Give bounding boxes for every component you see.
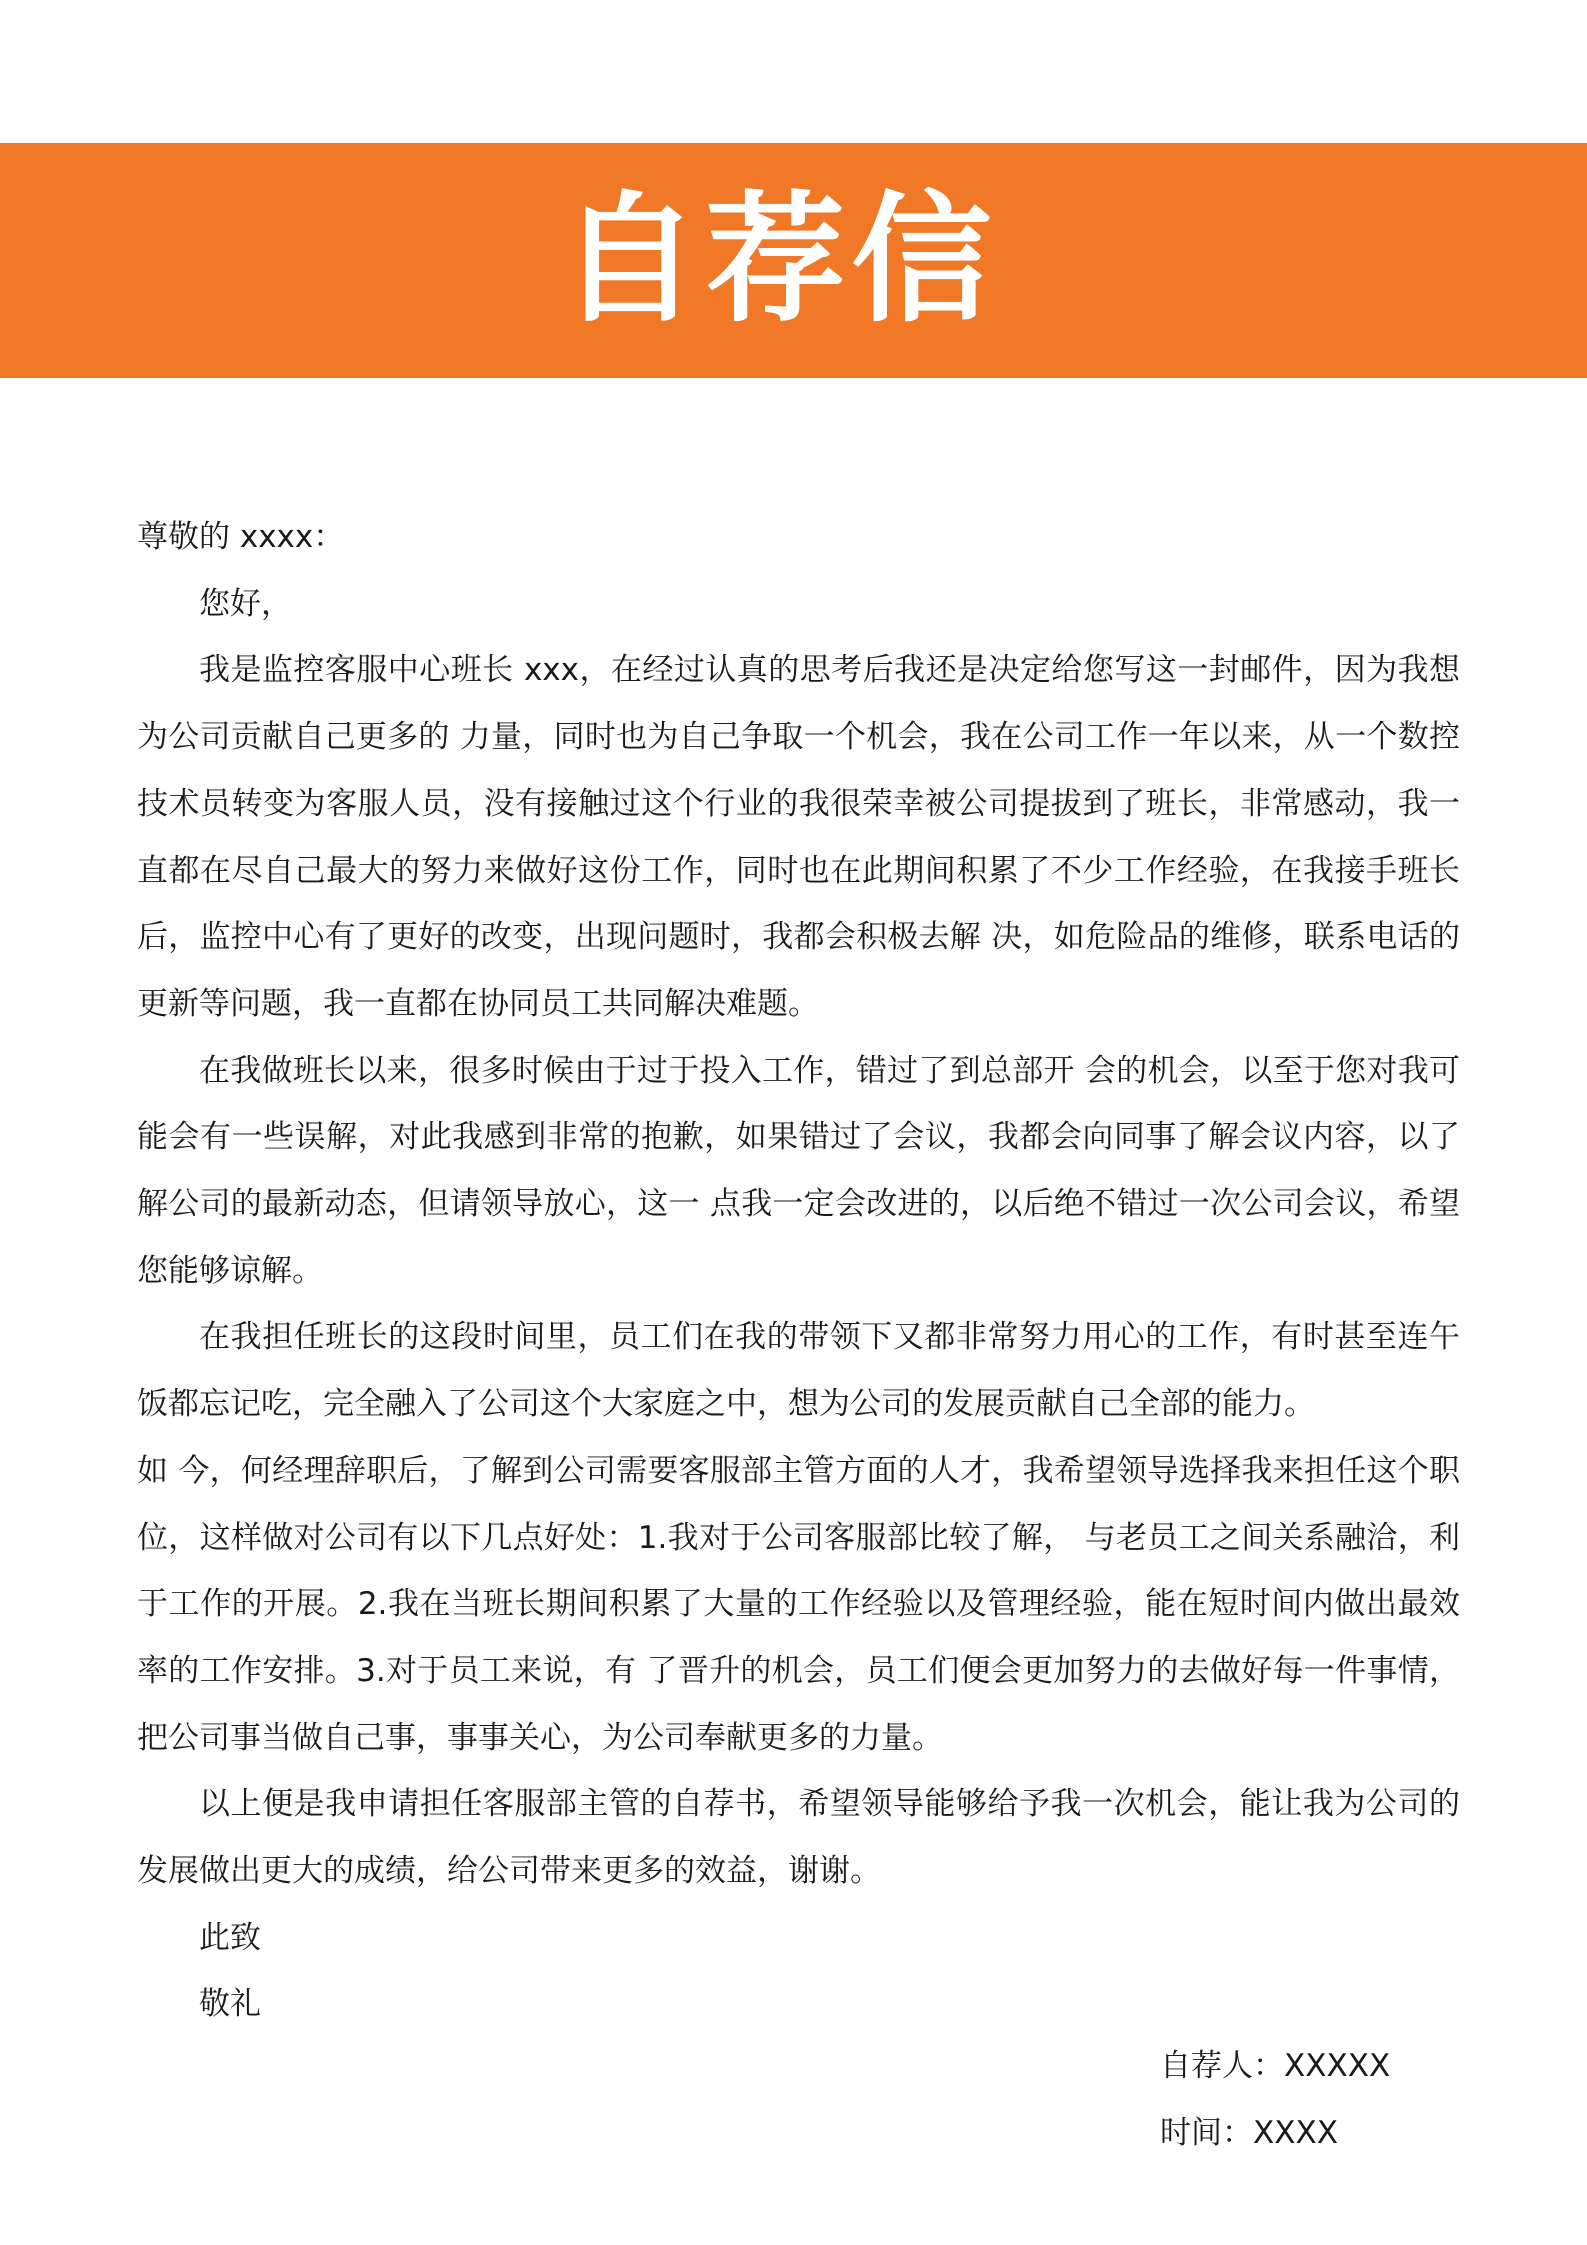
page-title: 自荐信 xyxy=(559,178,998,342)
paragraph-1: 我是监控客服中心班长 xxx，在经过认真的思考后我还是决定给您写这一封邮件，因为我想为公司贡献自己更多的 力量，同时也为自己争取一个机会，我在公司工作一年以来，从一个数控技术员转变为客服人员，没有接触过这个行业的我很荣幸被公司提拔到了班长，非常感动，我一直都在尽自己最大的努力来做好这份工作，同时也在此期间积累了不少工作经验，在我接手班长后，监控中心有了更好的改变，出现问题时，我都会积极去解 决，如危险品的维修，联系电话的更新等问题，我一直都在协同员工共同解决难题。 xyxy=(137,652,1460,1022)
greeting: 您好， xyxy=(199,585,292,622)
closing-jingli: 敬礼 xyxy=(199,1986,261,2023)
date-line: 时间：XXXX xyxy=(1160,2114,1338,2151)
paragraph-4: 如 今，何经理辞职后，了解到公司需要客服部主管方面的人才，我希望领导选择我来担任这个职位，这样做对公司有以下几点好处：1.我对于公司客服部比较了解， 与老员工之间关系融洽，利于工作的开展。2.我在当班长期间积累了大量的工作经验以及管理经验，能在短时间内做出最效率的工作安排。3.对于员工来说，有 了晋升的机会，员工们便会更加努力的去做好每一件事情，把公司事当做自己事，事事关心，为公司奉献更多的力量。 xyxy=(137,1452,1460,1756)
title-banner xyxy=(0,143,1587,378)
paragraph-2: 在我做班长以来，很多时候由于过于投入工作，错过了到总部开 会的机会，以至于您对我可能会有一些误解，对此我感到非常的抱歉，如果错过了会议，我都会向同事了解会议内容，以了解公司的最新动态，但请领导放心，这一 点我一定会改进的，以后绝不错过一次公司会议，希望您能够谅解。 xyxy=(137,1052,1460,1289)
paragraph-5: 以上便是我申请担任客服部主管的自荐书，希望领导能够给予我一次机会，能让我为公司的发展做出更大的成绩，给公司带来更多的效益，谢谢。 xyxy=(137,1786,1460,1890)
salutation: 尊敬的 xxxx： xyxy=(137,519,345,555)
closing-cizhi: 此致 xyxy=(199,1919,261,1956)
letter-body xyxy=(137,504,1460,2038)
recommender-line: 自荐人：XXXXX xyxy=(1160,2048,1391,2084)
signature-block xyxy=(1160,2033,1390,2166)
paragraph-3: 在我担任班长的这段时间里，员工们在我的带领下又都非常努力用心的工作，有时甚至连午饭都忘记吃，完全融入了公司这个大家庭之中，想为公司的发展贡献自己全部的能力。 xyxy=(137,1319,1460,1423)
